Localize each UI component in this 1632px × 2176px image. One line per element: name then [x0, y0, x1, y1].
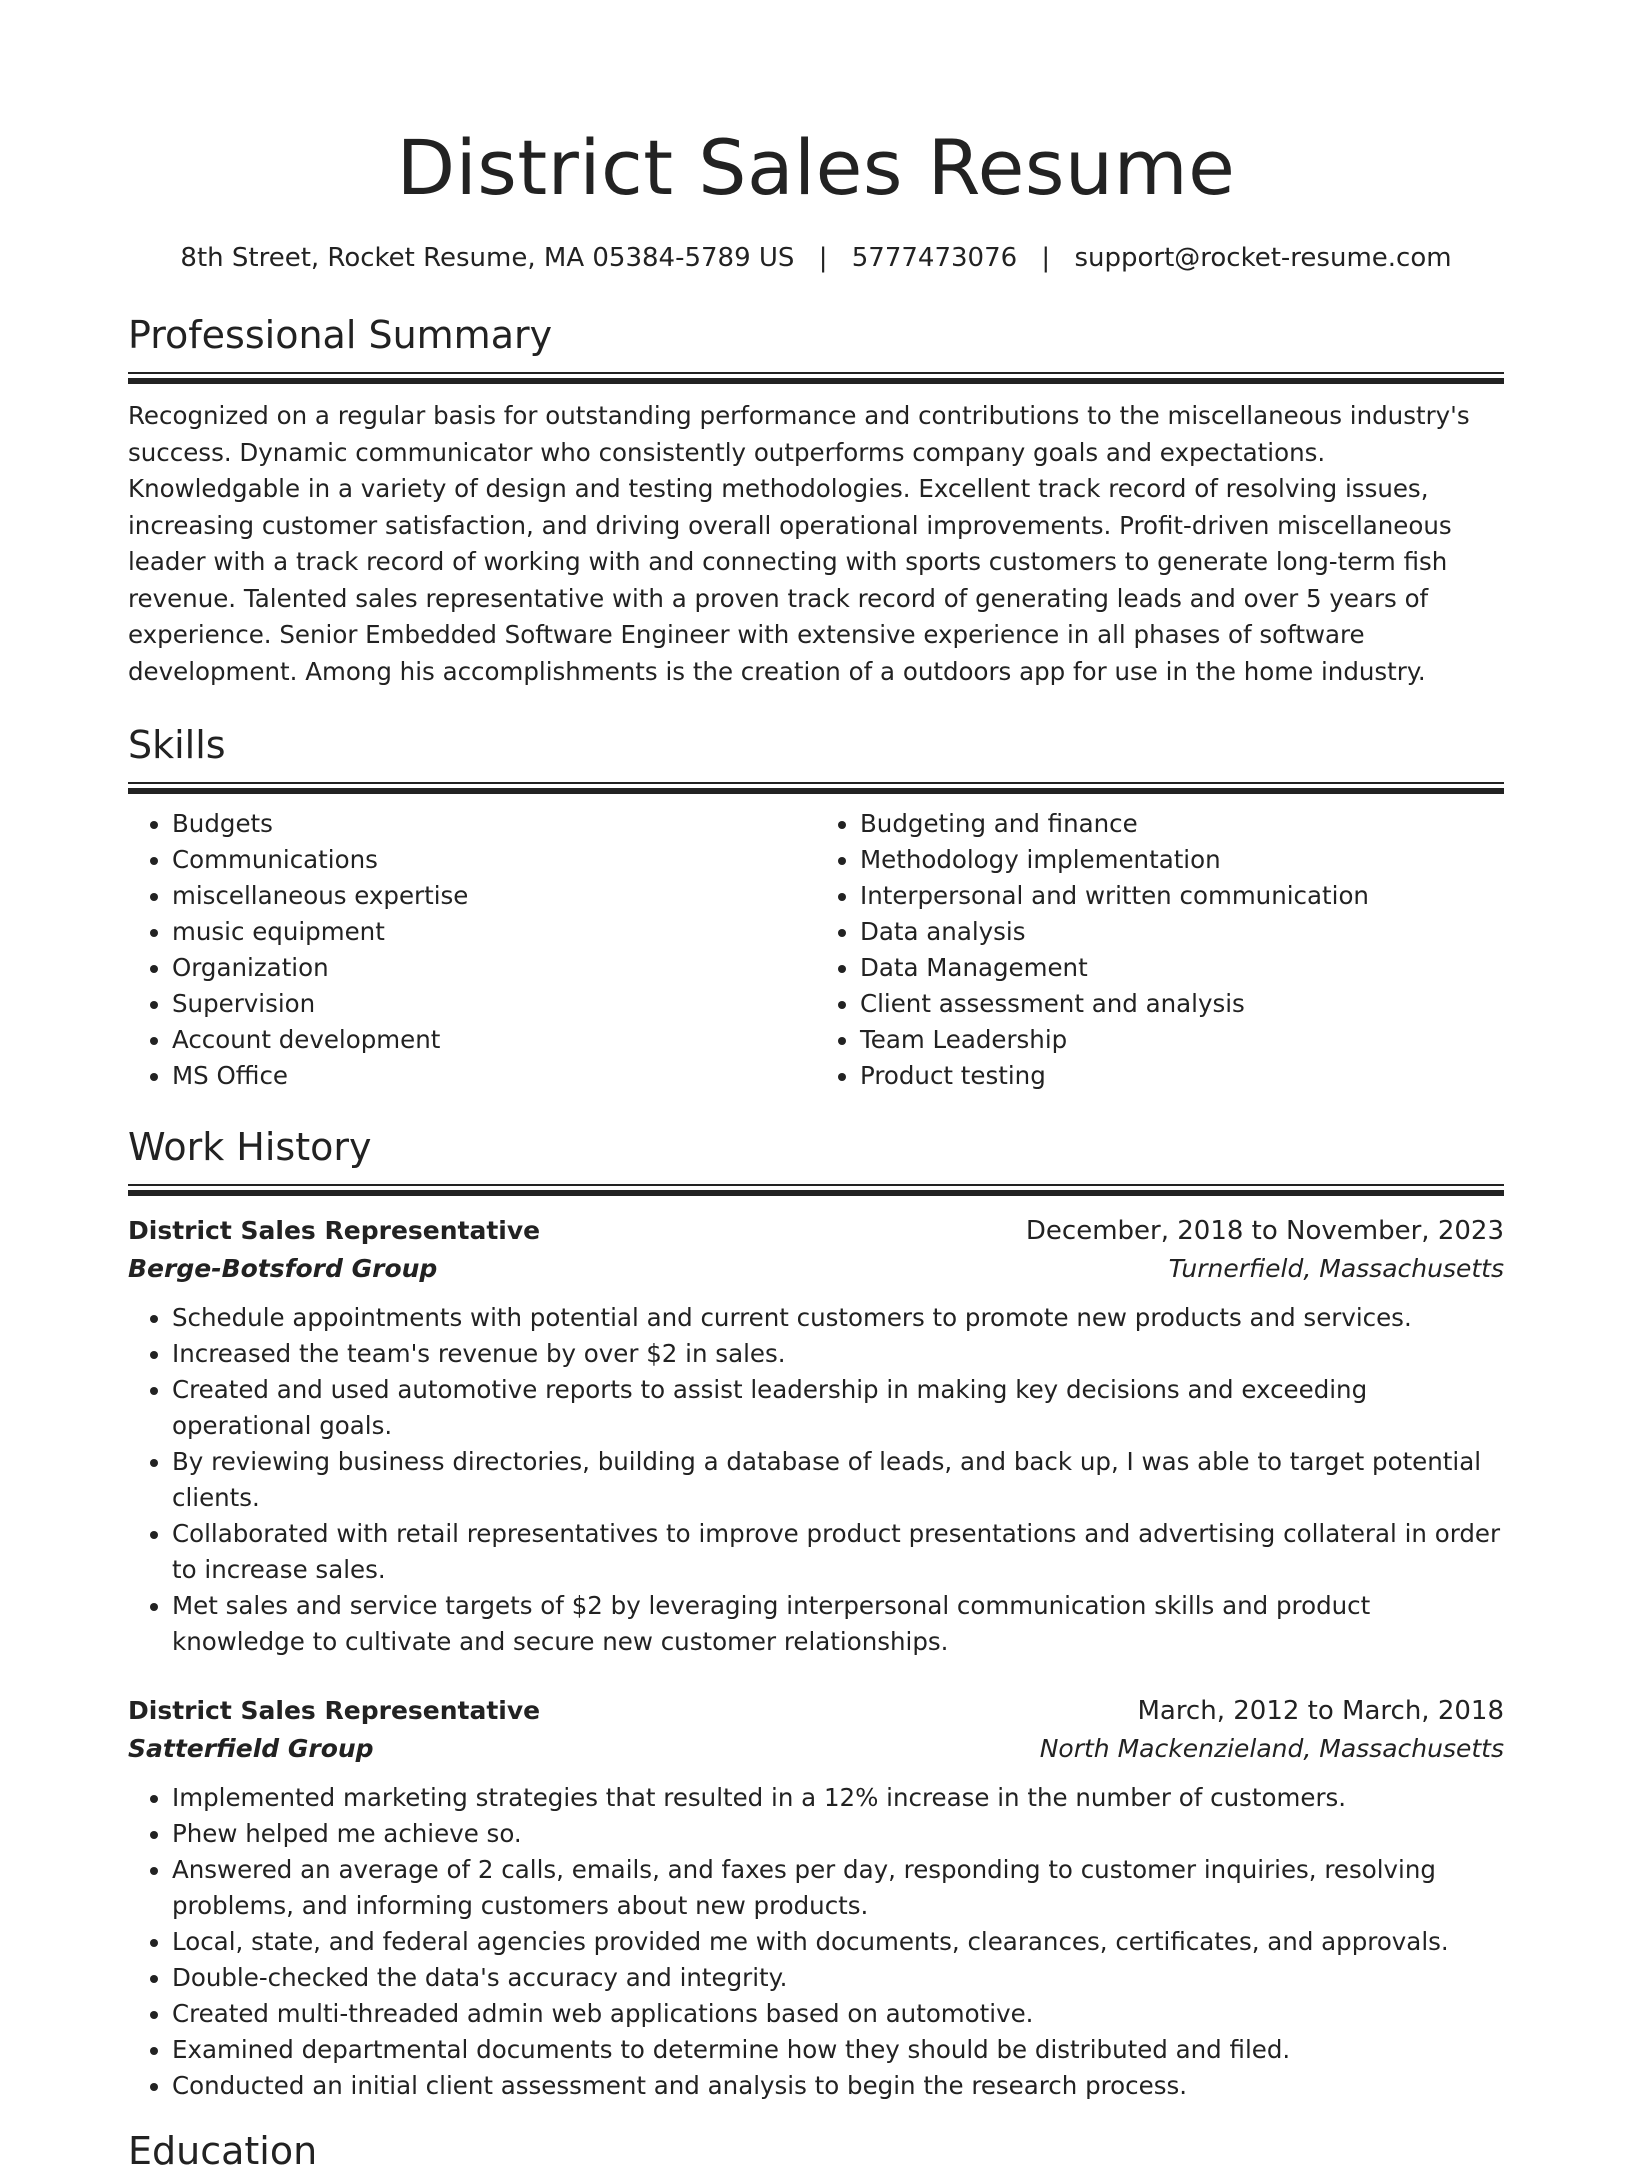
- section-heading: Work History: [128, 1125, 372, 1169]
- job-bullet: • Created multi-threaded admin web applications based on automotive.: [172, 1996, 1504, 2032]
- work-history-section: [128, 1122, 1504, 2104]
- job-bullet: • Conducted an initial client assessment and analysis to begin the research process.: [172, 2068, 1504, 2104]
- skill-item: • MS Office: [172, 1058, 816, 1094]
- resume-title: District Sales Resume: [396, 123, 1236, 212]
- skill-item: • music equipment: [172, 914, 816, 950]
- skill-item: • Team Leadership: [860, 1022, 1504, 1058]
- skill-item: • Organization: [172, 950, 816, 986]
- contact-separator: |: [818, 243, 828, 273]
- job-header-row: [128, 1212, 1504, 1250]
- skill-item: • Budgets: [172, 806, 816, 842]
- skill-item: • Budgeting and finance: [860, 806, 1504, 842]
- section-heading: Education: [128, 2129, 318, 2173]
- skill-item: • miscellaneous expertise: [172, 878, 816, 914]
- job-bullet: • Met sales and service targets of $2 by leveraging interpersonal communication skills and product knowledge to cultivate and secure new customer relationships.: [172, 1588, 1504, 1660]
- job-title: District Sales Representative: [128, 1216, 541, 1245]
- contact-line: [128, 240, 1504, 276]
- contact-address: 8th Street, Rocket Resume, MA 05384-5789 US: [180, 243, 795, 273]
- section-heading: Professional Summary: [128, 313, 553, 357]
- section-divider: [128, 1184, 1504, 1196]
- contact-phone: 5777473076: [851, 243, 1018, 273]
- job-bullet: • Examined departmental documents to determine how they should be distributed and filed.: [172, 2032, 1504, 2068]
- skill-item: • Account development: [172, 1022, 816, 1058]
- job-bullet: • Collaborated with retail representatives to improve product presentations and advertising collateral in order to increase sales.: [172, 1516, 1504, 1588]
- job-bullets: [128, 1780, 1504, 2104]
- job-header-row: [128, 1692, 1504, 1730]
- job-bullet: • Answered an average of 2 calls, emails, and faxes per day, responding to customer inquiries, resolving problems, and informing customers about new products.: [172, 1852, 1504, 1924]
- job-location: North Mackenzieland, Massachusetts: [1039, 1734, 1504, 1763]
- job-location: Turnerfield, Massachusetts: [1168, 1254, 1504, 1283]
- skill-item: • Communications: [172, 842, 816, 878]
- section-heading: Skills: [128, 723, 226, 767]
- skill-item: • Interpersonal and written communication: [860, 878, 1504, 914]
- skills-list-right: [816, 806, 1504, 1094]
- contact-email: support@rocket-resume.com: [1074, 243, 1452, 273]
- job-entry: [128, 1212, 1504, 1660]
- skill-item: • Supervision: [172, 986, 816, 1022]
- summary-section: [128, 310, 1504, 690]
- section-divider: [128, 372, 1504, 384]
- job-title: District Sales Representative: [128, 1696, 541, 1725]
- skill-item: • Data analysis: [860, 914, 1504, 950]
- section-divider: [128, 782, 1504, 794]
- job-bullet: • Phew helped me achieve so.: [172, 1816, 1504, 1852]
- skills-section: [128, 720, 1504, 1094]
- job-entry: [128, 1692, 1504, 2104]
- job-company: Satterfield Group: [128, 1734, 374, 1763]
- skill-item: • Product testing: [860, 1058, 1504, 1094]
- job-subheader-row: [128, 1730, 1504, 1768]
- job-bullet: • Implemented marketing strategies that resulted in a 12% increase in the number of customers.: [172, 1780, 1504, 1816]
- job-dates: March, 2012 to March, 2018: [1137, 1696, 1504, 1726]
- job-dates: December, 2018 to November, 2023: [1025, 1216, 1504, 1246]
- job-company: Berge-Botsford Group: [128, 1254, 438, 1283]
- skills-list-left: [128, 806, 816, 1094]
- summary-text: Recognized on a regular basis for outstanding performance and contributions to the miscellaneous industry's success. Dynamic communicator who consistently outperforms company goals and expectations. Knowledgable in a variety of design and testing methodologies. Excellent track record of resolving issues, increasing customer satisfaction, and driving overall operational improvements. Profit-driven miscellaneous leader with a track record of working with and connecting with sports customers to generate long-term fish revenue. Talented sales representative with a proven track record of generating leads and over 5 years of experience. Senior Embedded Software Engineer with extensive experience in all phases of software development. Among his accomplishments is the creation of a outdoors app for use in the home industry.: [128, 401, 1470, 686]
- job-bullet: • Double-checked the data's accuracy and integrity.: [172, 1960, 1504, 1996]
- skills-columns: [128, 806, 1504, 1094]
- job-bullets: [128, 1300, 1504, 1660]
- job-bullet: • Created and used automotive reports to assist leadership in making key decisions and exceeding operational goals.: [172, 1372, 1504, 1444]
- skill-item: • Client assessment and analysis: [860, 986, 1504, 1022]
- job-bullet: • Local, state, and federal agencies provided me with documents, clearances, certificates, and approvals.: [172, 1924, 1504, 1960]
- contact-separator: |: [1041, 243, 1051, 273]
- job-bullet: • By reviewing business directories, building a database of leads, and back up, I was able to target potential clients.: [172, 1444, 1504, 1516]
- job-bullet: • Schedule appointments with potential and current customers to promote new products and services.: [172, 1300, 1504, 1336]
- skill-item: • Data Management: [860, 950, 1504, 986]
- job-subheader-row: [128, 1250, 1504, 1288]
- job-bullet: • Increased the team's revenue by over $2 in sales.: [172, 1336, 1504, 1372]
- education-section: [128, 2126, 1504, 2176]
- skill-item: • Methodology implementation: [860, 842, 1504, 878]
